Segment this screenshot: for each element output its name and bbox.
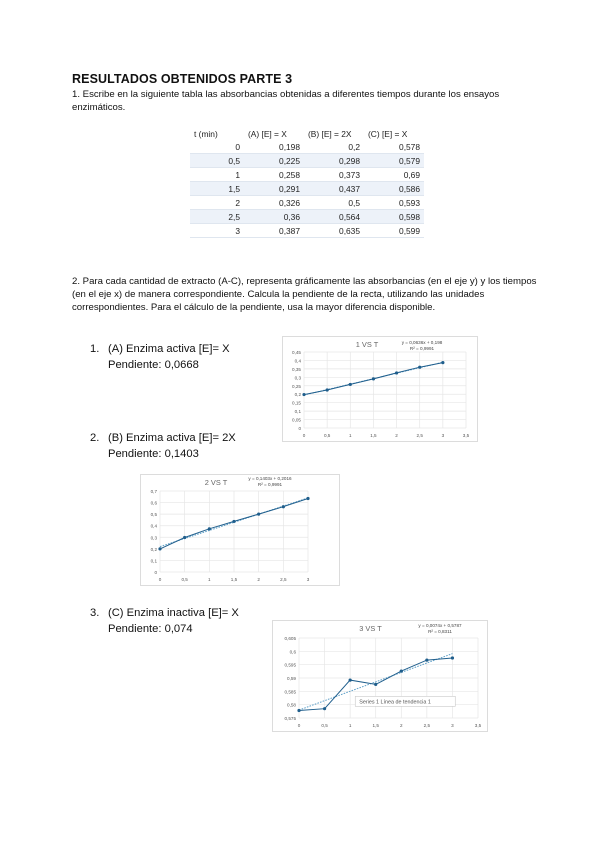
- x-tick-label: 1,5: [230, 577, 238, 582]
- trend-equation: y = 0,1403x + 0,2016: [248, 476, 292, 481]
- table-cell: 0,586: [364, 182, 424, 196]
- table-cell: 0,258: [244, 168, 304, 182]
- y-tick-label: 0,45: [292, 350, 301, 355]
- y-tick-label: 0,2: [150, 546, 157, 552]
- y-tick-label: 0,5: [150, 512, 157, 518]
- table-cell: 1,5: [190, 182, 244, 196]
- chart-3-vs-t: [272, 620, 488, 732]
- item-slope: Pendiente: 0,1403: [108, 448, 199, 460]
- data-point: [183, 536, 186, 539]
- legend-text: Series 1 Línea de tendencia 1: [359, 699, 431, 706]
- y-tick-label: 0,7: [150, 489, 157, 494]
- x-tick-label: 2: [395, 433, 398, 438]
- table-cell: 0,36: [244, 210, 304, 224]
- table-cell: 0,437: [304, 182, 364, 196]
- y-tick-label: 0,6: [150, 500, 157, 506]
- y-tick-label: 0,585: [284, 689, 296, 695]
- data-point: [326, 388, 329, 391]
- x-tick-label: 0: [297, 723, 301, 728]
- y-tick-label: 0,35: [292, 366, 301, 372]
- table-cell: 1: [190, 168, 244, 182]
- x-tick-label: 1: [348, 723, 352, 728]
- table-row: [190, 168, 424, 182]
- x-tick-label: 3: [441, 433, 445, 438]
- y-tick-label: 0,605: [284, 636, 296, 641]
- table-cell: 2: [190, 196, 244, 210]
- data-point: [158, 547, 161, 550]
- x-tick-label: 0: [158, 577, 162, 582]
- y-tick-label: 0,15: [292, 400, 301, 406]
- trend-r2: R² = 0,8311: [428, 629, 452, 634]
- x-tick-label: 1,5: [370, 433, 377, 438]
- data-point: [306, 497, 309, 500]
- y-tick-label: 0: [298, 426, 301, 431]
- data-point: [349, 679, 352, 682]
- trend-equation: y = 0,0074x + 0,5787: [418, 623, 462, 628]
- table-header-row: [190, 127, 424, 140]
- y-tick-label: 0,6: [289, 649, 296, 655]
- y-tick-label: 0,4: [294, 358, 301, 364]
- table-cell: 0,326: [244, 196, 304, 210]
- y-tick-label: 0,1: [150, 558, 157, 564]
- table-cell: 0,198: [244, 140, 304, 154]
- x-tick-label: 2,5: [423, 723, 431, 728]
- table-cell: 2,5: [190, 210, 244, 224]
- chart-title: 1 VS T: [355, 340, 379, 349]
- table-cell: 0,387: [244, 224, 304, 238]
- trend-r2: R² = 0,9991: [409, 346, 435, 351]
- y-tick-label: 0: [154, 570, 157, 575]
- y-tick-label: 0,58: [287, 702, 296, 708]
- table-cell: 0,225: [244, 154, 304, 168]
- y-tick-label: 0,59: [287, 676, 296, 681]
- question-1-text: 1. Escribe en la siguiente tabla las absorbancias obtenidas a diferentes tiempos durante los ensayos enzimáticos.: [72, 89, 500, 113]
- y-tick-label: 0,595: [284, 662, 296, 668]
- y-tick-label: 0,4: [150, 523, 157, 529]
- table-header-cell: t (min): [194, 128, 218, 139]
- chart-2-vs-t: [140, 474, 340, 586]
- table-cell: 0,578: [364, 140, 424, 154]
- table-cell: 0,599: [364, 224, 424, 238]
- x-tick-label: 2,5: [416, 433, 423, 438]
- data-point: [282, 505, 285, 508]
- table-cell: 3: [190, 224, 244, 238]
- trend-r2: R² = 0,9991: [257, 482, 283, 487]
- table-header-cell: (A) [E] = X: [248, 128, 287, 139]
- data-point: [441, 361, 444, 364]
- chart-title: 3 VS T: [359, 624, 382, 633]
- trend-equation: y = 0,0636x + 0,198: [401, 340, 443, 345]
- table-cell: 0,373: [304, 168, 364, 182]
- y-tick-label: 0,3: [150, 535, 157, 541]
- data-point: [257, 513, 260, 516]
- data-point: [349, 383, 352, 386]
- chart-frame: [273, 621, 488, 732]
- y-tick-label: 0,3: [294, 375, 301, 381]
- x-tick-label: 0,5: [181, 577, 188, 582]
- x-tick-label: 1,5: [372, 723, 379, 728]
- item-number: 3.: [90, 607, 100, 619]
- chart-title: 2 VS T: [204, 478, 228, 487]
- page-heading: RESULTADOS OBTENIDOS PARTE 3: [72, 72, 293, 86]
- table-row: [190, 182, 424, 196]
- item-number: 2.: [90, 432, 100, 444]
- y-tick-label: 0,1: [294, 409, 301, 415]
- table-cell: 0,291: [244, 182, 304, 196]
- table-cell: 0,298: [304, 154, 364, 168]
- item-slope: Pendiente: 0,074: [108, 623, 193, 635]
- data-point: [418, 366, 421, 369]
- data-point: [451, 656, 454, 659]
- data-point: [232, 520, 235, 523]
- table-cell: 0,5: [304, 196, 364, 210]
- table-row: [190, 224, 424, 238]
- data-point: [297, 709, 300, 712]
- data-point: [323, 707, 326, 710]
- table-row: [190, 196, 424, 210]
- data-point: [395, 371, 398, 374]
- chart-1-vs-t: [282, 336, 478, 442]
- table-cell: 0: [190, 140, 244, 154]
- x-tick-label: 1: [208, 577, 211, 582]
- table-row: [190, 140, 424, 154]
- x-tick-label: 3: [451, 723, 454, 728]
- x-tick-label: 2: [257, 577, 260, 582]
- data-point: [208, 527, 211, 530]
- item-label: (C) Enzima inactiva [E]= X: [108, 607, 239, 619]
- x-tick-label: 0,5: [323, 433, 331, 438]
- table-cell: 0,635: [304, 224, 364, 238]
- x-tick-label: 1: [349, 433, 352, 438]
- data-point: [425, 659, 428, 662]
- y-tick-label: 0,25: [292, 383, 301, 389]
- table-row: [190, 210, 424, 224]
- item-slope: Pendiente: 0,0668: [108, 359, 199, 371]
- data-point: [400, 669, 403, 672]
- x-tick-label: 3,5: [474, 723, 482, 728]
- absorbance-table: [190, 127, 424, 238]
- table-header-cell: (C) [E] = X: [368, 128, 408, 139]
- item-label: (A) Enzima activa [E]= X: [108, 343, 230, 355]
- x-tick-label: 3,5: [462, 433, 470, 438]
- table-cell: 0,69: [364, 168, 424, 182]
- table-cell: 0,598: [364, 210, 424, 224]
- table-header-cell: (B) [E] = 2X: [308, 128, 352, 139]
- y-tick-label: 0,05: [292, 417, 301, 423]
- table-cell: 0,5: [190, 154, 244, 168]
- item-label: (B) Enzima activa [E]= 2X: [108, 432, 236, 444]
- table-cell: 0,564: [304, 210, 364, 224]
- data-point: [302, 393, 305, 396]
- table-cell: 0,579: [364, 154, 424, 168]
- data-point: [372, 377, 375, 380]
- question-2-text: 2. Para cada cantidad de extracto (A-C), representa gráficamente las absorbancias (en el eje y) y los tiempos (en el eje x) de manera correspondiente. Calcula la pendiente de la recta, utilizando las unidades correspondientes. Para el cálculo de la pendiente, usa la mayor diferencia disponible.: [72, 276, 537, 313]
- y-tick-label: 0,2: [294, 392, 301, 398]
- x-tick-label: 2,5: [280, 577, 287, 582]
- x-tick-label: 3: [306, 577, 310, 582]
- y-tick-label: 0,575: [284, 716, 296, 721]
- data-point: [374, 683, 377, 686]
- table-row: [190, 154, 424, 168]
- x-tick-label: 0,5: [321, 723, 328, 728]
- x-tick-label: 0: [302, 433, 306, 438]
- item-number: 1.: [90, 343, 100, 355]
- table-cell: 0,2: [304, 140, 364, 154]
- x-tick-label: 2: [400, 723, 403, 728]
- table-cell: 0,593: [364, 196, 424, 210]
